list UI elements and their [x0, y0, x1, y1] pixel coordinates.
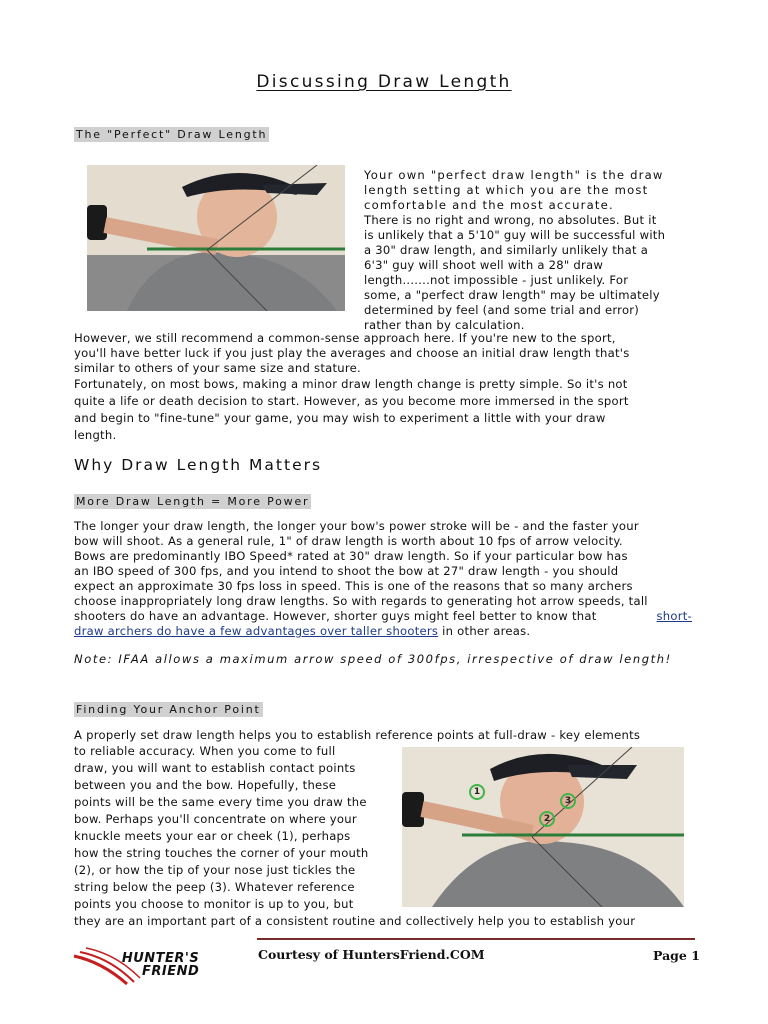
text-line: similar to others of your same size and stature. — [74, 361, 361, 375]
logo-text — [118, 952, 199, 978]
paragraph-no-absolutes — [364, 213, 692, 333]
anchor-first-line: A properly set draw length helps you to establish reference points at full-draw - key elements — [74, 728, 641, 742]
highlighted-heading: More Draw Length = More Power — [76, 495, 310, 508]
text-line: points will be the same every time you draw the — [74, 795, 367, 809]
courtesy-text: Courtesy of HuntersFriend.COM — [258, 947, 485, 962]
footer-rule — [257, 938, 695, 940]
text-line: string below the peep (3). Whatever reference — [74, 880, 355, 894]
text-line: you'll have better luck if you just play the averages and choose an initial draw length that's — [74, 346, 630, 360]
text-line: length.......not impossible - just unlikely. For — [364, 273, 629, 287]
anchor-marker-1: 1 — [469, 784, 485, 800]
text-line: to reliable accuracy. When you come to full — [74, 744, 336, 758]
subheading-more-power — [74, 490, 311, 509]
text-line: points you choose to monitor is up to you, but — [74, 897, 354, 911]
short-draw-link-part1[interactable]: short- — [656, 609, 692, 623]
text-line: draw, you will want to establish contact points — [74, 761, 356, 775]
text-line: length. — [74, 428, 117, 442]
logo-line-2: FRIEND — [142, 964, 200, 979]
paragraph-power-stroke — [74, 519, 692, 639]
page-number: Page 1 — [653, 948, 700, 963]
text-line: quite a life or death decision to start. However, as you become more immersed in the sport — [74, 394, 629, 408]
text-line: rather than by calculation. — [364, 318, 525, 332]
paragraph-common-sense — [74, 331, 692, 376]
archer-photo — [87, 165, 345, 311]
anchor-last-line: they are an important part of a consistent routine and collectively help you to establish your — [74, 914, 636, 928]
text-line: Your own "perfect draw length" is the draw — [364, 168, 664, 182]
anchor-marker-3: 3 — [560, 793, 576, 809]
intro-text — [364, 168, 692, 213]
text-line: a 30" draw length, and similarly unlikely that a — [364, 243, 649, 257]
text-line: between you and the bow. Hopefully, these — [74, 778, 337, 792]
paragraph-anchor-points — [74, 743, 391, 913]
short-draw-link-part2[interactable]: draw archers do have a few advantages over taller shooters — [74, 624, 439, 638]
text-line: bow. Perhaps you'll concentrate on where your — [74, 812, 357, 826]
highlighted-heading: Finding Your Anchor Point — [76, 703, 261, 716]
highlighted-heading: The "Perfect" Draw Length — [76, 128, 268, 141]
text-line: expect an approximate 30 fps loss in speed. This is one of the reasons that so many archers — [74, 579, 633, 593]
hunters-friend-logo — [72, 942, 257, 990]
text-line: shooters do have an advantage. However, shorter guys might feel better to know that — [74, 609, 597, 623]
text-line: length setting at which you are the most — [364, 183, 649, 197]
text-line: The longer your draw length, the longer your bow's power stroke will be - and the faster your — [74, 519, 639, 533]
paragraph-minor-change — [74, 376, 692, 444]
text-line: an IBO speed of 300 fps, and you intend to shoot the bow at 27" draw length - you should — [74, 564, 619, 578]
anchor-point-photo — [402, 747, 684, 907]
text-line: bow will shoot. As a general rule, 1" of draw length is worth about 10 fps of arrow velocity. — [74, 534, 623, 548]
text-line: comfortable and the most accurate. — [364, 198, 614, 212]
text-line-with-link — [74, 609, 692, 624]
text-line: Bows are predominantly IBO Speed* rated at 30" draw length. So if your particular bow has — [74, 549, 628, 563]
page-title: Discussing Draw Length — [256, 72, 512, 92]
text-line: 6'3" guy will shoot well with a 28" draw — [364, 258, 604, 272]
section-heading-why-draw-length: Why Draw Length Matters — [74, 456, 323, 474]
text-line: and begin to "fine-tune" your game, you may wish to experiment a little with your draw — [74, 411, 606, 425]
text-line: However, we still recommend a common-sense approach here. If you're new to the sport, — [74, 331, 616, 345]
anchor-marker-2: 2 — [539, 811, 555, 827]
text-line: is unlikely that a 5'10" guy will be successful with — [364, 228, 666, 242]
subheading-anchor-point — [74, 698, 263, 717]
text-line: some, a "perfect draw length" may be ultimately — [364, 288, 660, 302]
section-heading-perfect-draw-length — [74, 123, 269, 142]
text-line: knuckle meets your ear or cheek (1), perhaps — [74, 829, 351, 843]
text-line: how the string touches the corner of your mouth — [74, 846, 369, 860]
ifaa-note: Note: IFAA allows a maximum arrow speed of 300fps, irrespective of draw length! — [74, 652, 672, 666]
text-line-with-link — [74, 624, 692, 639]
text-line: determined by feel (and some trial and error) — [364, 303, 640, 317]
text-line: choose inappropriately long draw lengths. So with regards to generating hot arrow speeds, tall — [74, 594, 648, 608]
text-line: (2), or how the tip of your nose just tickles the — [74, 863, 356, 877]
text-line: There is no right and wrong, no absolutes. But it — [364, 213, 657, 227]
logo-line-1: HUNTER'S — [121, 951, 200, 966]
text-line: Fortunately, on most bows, making a minor draw length change is pretty simple. So it's not — [74, 377, 628, 391]
text-after-link: in other areas. — [438, 624, 531, 638]
